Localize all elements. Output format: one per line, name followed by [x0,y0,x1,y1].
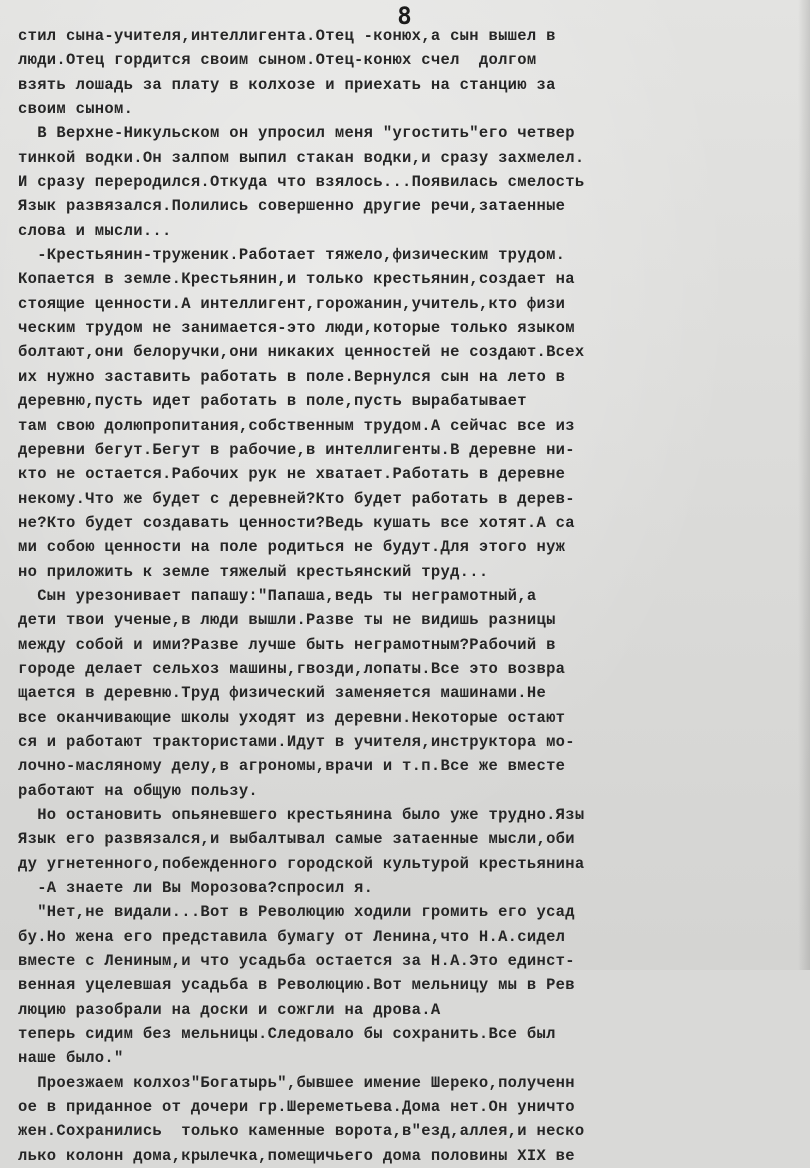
text-line: ми собою ценности на поле родиться не будут.Для этого нуж [18,538,566,557]
text-line: жен.Сохранились только каменные ворота,в"езд,аллея,и неско [18,1122,585,1141]
text-line: там свою долюпропитания,собственным трудом.А сейчас все из [18,416,575,435]
text-line: некому.Что же будет с деревней?Кто будет работать в дерев- [18,489,575,508]
text-line: деревню,пусть идет работать в поле,пусть вырабатывает [18,392,527,411]
text-line: дети твои ученые,в люди вышли.Разве ты не видишь разницы [18,611,556,630]
text-line: ческим трудом не занимается-это люди,которые только языком [18,319,575,338]
text-line: щается в деревню.Труд физический заменяется машинами.Не [18,684,547,703]
text-line: но приложить к земле тяжелый крестьянский труд... [18,562,489,581]
text-line: все оканчивающие школы уходят из деревни.Некоторые остают [18,708,566,727]
text-line: "Нет,не видали...Вот в Революцию ходили громить его усад [18,903,575,922]
text-line: взять лошадь за плату в колхозе и приехать на станцию за [18,75,556,94]
text-line: теперь сидим без мельницы.Следовало бы сохранить.Все был [18,1025,556,1044]
text-line: Язык развязался.Полились совершенно другие речи,затаенные [18,197,566,216]
text-line: стоящие ценности.А интеллигент,горожанин,учитель,кто физи [18,294,566,313]
page-number: 8 [397,2,413,30]
text-line: вместе с Лениным,и что усадьба остается за Н.А.Это единст- [18,952,575,971]
text-line: кто не остается.Рабочих рук не хватает.Работать в деревне [18,465,566,484]
text-line: Но остановить опьяневшего крестьянина было уже трудно.Язы [18,806,585,824]
text-line: наше было." [18,1049,124,1068]
text-line: лочно-масляному делу,в агрономы,врачи и т.п.Все же вместе [18,757,566,776]
text-line: бу.Но жена его представила бумагу от Ленина,что Н.А.сидел [18,927,566,946]
text-line: И сразу переродился.Откуда что взялось...Появилась смелость [18,173,585,192]
text-line: В Верхне-Никульском он упросил меня "угостить"его четвер [18,124,575,143]
text-line: работают на общую пользу. [18,781,259,800]
text-line: слова и мысли... [18,221,172,240]
text-line: -Крестьянин-труженик.Работает тяжело,физическим трудом. [18,246,566,265]
text-line: венная уцелевшая усадьба в Революцию.Вот мельницу мы в Рев [18,976,575,995]
text-line: лько колонн дома,крылечка,помещичьего дома половины XIX ве [18,1146,575,1165]
text-line: их нужно заставить работать в поле.Вернулся сын на лето в [18,367,566,386]
text-line: тинкой водки.Он залпом выпил стакан водки,и сразу захмелел. [18,148,585,167]
text-line: ду угнетенного,побежденного городской культурой крестьянина [18,854,585,873]
document-body-text [18,24,808,1168]
text-line: Проезжаем колхоз"Богатырь",бывшее имение Шереко,полученн [18,1073,575,1092]
text-line: между собой и ими?Разве лучше быть неграмотным?Рабочий в [18,635,556,654]
text-line: люди.Отец гордится своим сыном.Отец-конюх счел долгом [18,51,537,70]
text-line: Язык его развязался,и выбалтывал самые затаенные мысли,оби [18,830,575,849]
text-line: -А знаете ли Вы Морозова?спросил я. [18,879,374,898]
text-line: городе делает сельхоз машины,гвозди,лопаты.Все это возвра [18,659,566,678]
text-line: ое в приданное от дочери гр.Шереметьева.Дома нет.Он уничто [18,1098,575,1117]
text-line: своим сыном. [18,100,134,119]
text-line: не?Кто будет создавать ценности?Ведь кушать все хотят.А са [18,513,575,532]
text-line: ся и работают трактористами.Идут в учителя,инструктора мо- [18,732,575,751]
text-line: люцию разобрали на доски и сожгли на дрова.А [18,1000,441,1019]
text-line: стил сына-учителя,интеллигента.Отец -конюх,а сын вышел в [18,27,556,45]
text-line: болтают,они белоручки,они никаких ценностей не создают.Всех [18,343,585,362]
page-edge-shadow [798,0,810,970]
text-line: Копается в земле.Крестьянин,и только крестьянин,создает на [18,270,575,289]
text-line: Сын урезонивает папашу:"Папаша,ведь ты неграмотный,а [18,586,537,605]
text-line: деревни бегут.Бегут в рабочие,в интеллигенты.В деревне ни- [18,440,575,459]
